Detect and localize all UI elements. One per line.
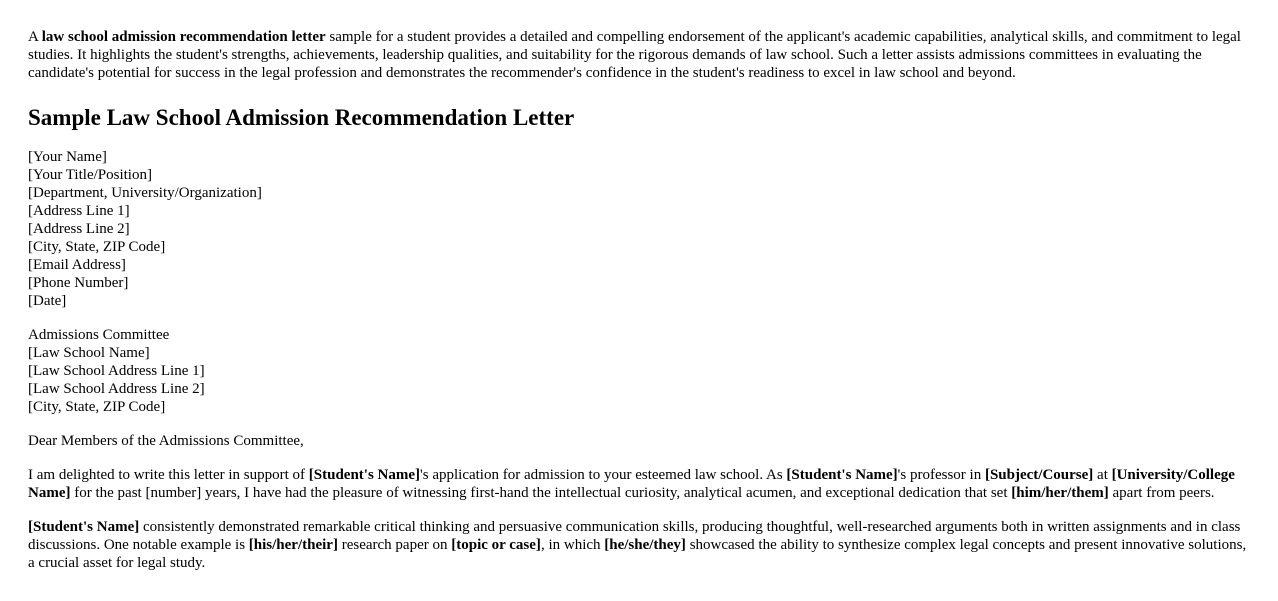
sender-department: [Department, University/Organization] [28, 185, 262, 201]
recipient-school-name: [Law School Name] [28, 345, 150, 361]
p2-placeholder-pronoun: [he/she/they] [604, 537, 686, 553]
document-page [28, 28, 1248, 588]
sender-email: [Email Address] [28, 257, 126, 273]
intro-bold-term: law school admission recommendation letter [41, 29, 326, 45]
recipient-committee: Admissions Committee [28, 327, 170, 343]
letter-date: [Date] [28, 293, 67, 309]
p2-text-1: consistently demonstrated remarkable critical thinking and persuasive communication skills, producing thoughtful, well-researched arguments both in written assignments and in class discussions. One notable example is [28, 519, 1241, 553]
sender-address-line-1: [Address Line 1] [28, 203, 130, 219]
p1-text-1: I am delighted to write this letter in support of [28, 467, 309, 483]
p2-placeholder-possessive: [his/her/their] [248, 537, 338, 553]
sender-address-block [28, 148, 1248, 310]
intro-lead: A [28, 29, 42, 45]
p1-placeholder-student-name: [Student's Name] [308, 467, 421, 483]
recipient-address-block [28, 326, 1248, 416]
p2-text-2: research paper on [337, 537, 452, 553]
recipient-address-line-2: [Law School Address Line 2] [28, 381, 205, 397]
p1-placeholder-university: [University/College Name] [28, 467, 1235, 501]
salutation: Dear Members of the Admissions Committee, [28, 433, 304, 449]
body-paragraph-2 [28, 518, 1248, 572]
p2-placeholder-topic: [topic or case] [451, 537, 541, 553]
p1-text-3: 's professor in [897, 467, 985, 483]
intro-rest: sample for a student provides a detailed and compelling endorsement of the applicant's academic capabilities, analytical skills, and commitment to legal studies. It highlights the student's strengths, achievements, leadership qualities, and suitability for the rigorous demands of law school. Such a letter assists admissions committees in evaluating the candidate's potential for success in the legal profession and demonstrates the recommender's confidence in the student's readiness to excel in law school and beyond. [28, 29, 1241, 81]
recipient-address-line-1: [Law School Address Line 1] [28, 363, 205, 379]
p2-text-4: showcased the ability to synthesize complex legal concepts and present innovative solutions, a crucial asset for legal study. [28, 537, 1247, 571]
body-paragraph-1 [28, 466, 1248, 502]
p2-text-3: , in which [540, 537, 605, 553]
sender-city-state-zip: [City, State, ZIP Code] [28, 239, 166, 255]
sender-address-line-2: [Address Line 2] [28, 221, 130, 237]
p1-placeholder-pronoun: [him/her/them] [1011, 485, 1109, 501]
p1-text-6: apart from peers. [1108, 485, 1215, 501]
p2-placeholder-student-name: [Student's Name] [28, 519, 140, 535]
intro-paragraph [28, 28, 1248, 82]
p1-text-5: for the past [number] years, I have had the pleasure of witnessing first-hand the intellectual curiosity, analytical acumen, and exceptional dedication that set [70, 485, 1012, 501]
sender-title: [Your Title/Position] [28, 167, 152, 183]
sender-name: [Your Name] [28, 149, 107, 165]
p1-text-2: 's application for admission to your esteemed law school. As [420, 467, 787, 483]
recipient-city-state-zip: [City, State, ZIP Code] [28, 399, 166, 415]
p1-placeholder-student-name-2: [Student's Name] [786, 467, 898, 483]
p1-placeholder-subject: [Subject/Course] [984, 467, 1094, 483]
sender-phone: [Phone Number] [28, 275, 129, 291]
p1-text-4: at [1093, 467, 1112, 483]
page-title: Sample Law School Admission Recommendation Letter [28, 105, 575, 130]
